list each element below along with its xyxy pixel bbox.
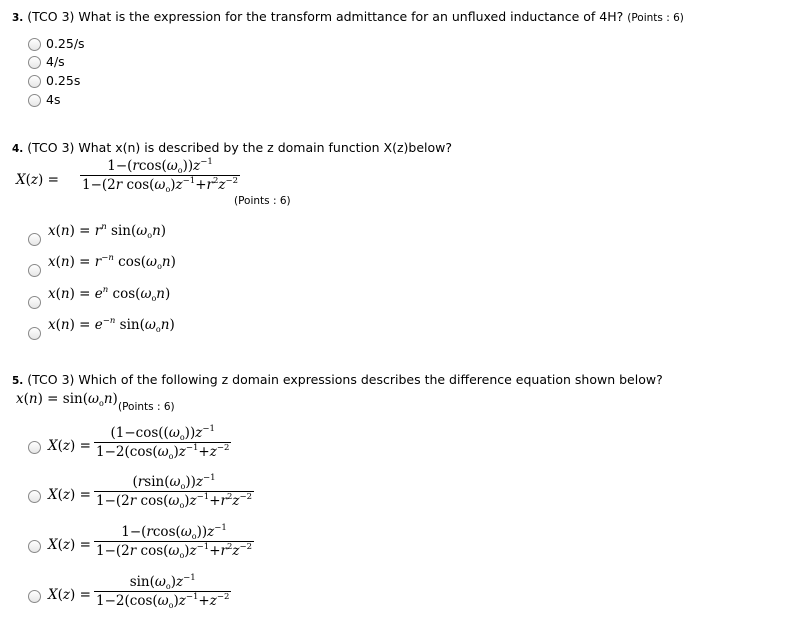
- question-text: (TCO 3) Which of the following z domain expressions describes the difference equation shown below?: [27, 372, 663, 387]
- q3-radio-3[interactable]: [28, 75, 41, 88]
- question-3-header: [12, 9, 684, 24]
- q5-option-3-fraction: $1-(rcos(\omega_o))z^{-1}$ 1−(2r $\cos(\omega_o)z^{-1}+r^2z^{-2}$: [96, 523, 253, 560]
- q5-option-1-lhs: X(z) =: [48, 438, 91, 454]
- question-number: 3.: [12, 12, 24, 24]
- question-number: 5.: [12, 375, 24, 387]
- q4-function-lhs: X(z) =: [16, 172, 59, 188]
- q3-option-2: 4/s: [46, 54, 65, 69]
- q5-option-3-lhs: X(z) =: [48, 537, 91, 553]
- q5-option-4-fraction: $\sin(\omega_o)z^{-1}$ $1-2(\cos(\omega_o)z^{-1}+z^{-2}$: [96, 573, 230, 610]
- q3-option-4: 4s: [46, 92, 61, 107]
- points-label: (Points : 6): [627, 12, 684, 24]
- q5-points-label: (Points : 6): [118, 401, 175, 413]
- q5-radio-3[interactable]: [28, 540, 41, 553]
- q5-equation: $x(n) = \sin(\omega_on)$: [16, 391, 118, 408]
- question-4-header: [12, 140, 452, 155]
- q3-radio-1[interactable]: [28, 38, 41, 51]
- question-text: (TCO 3) What x(n) is described by the z domain function X(z)below?: [27, 140, 453, 155]
- question-5-header: [12, 372, 663, 387]
- q5-radio-4[interactable]: [28, 590, 41, 603]
- q3-radio-2[interactable]: [28, 56, 41, 69]
- q5-option-4-lhs: X(z) =: [48, 587, 91, 603]
- q4-radio-1[interactable]: [28, 233, 41, 246]
- question-text: (TCO 3) What is the expression for the transform admittance for an unfluxed inductance of 4H?: [27, 9, 624, 24]
- q3-option-1: 0.25/s: [46, 36, 85, 51]
- q4-option-2: $x(n) = r^{-n}$ $\cos(\omega_on)$: [48, 253, 176, 271]
- q4-option-3: $x(n) = e^n$ $\cos(\omega_on)$: [48, 285, 171, 303]
- question-number: 4.: [12, 143, 24, 155]
- q4-radio-3[interactable]: [28, 296, 41, 309]
- q4-option-1: $x(n) = r^n$ $\sin(\omega_on)$: [48, 222, 167, 240]
- q5-option-2-lhs: X(z) =: [48, 487, 91, 503]
- q3-radio-4[interactable]: [28, 94, 41, 107]
- q5-radio-2[interactable]: [28, 490, 41, 503]
- q3-option-3: 0.25s: [46, 73, 81, 88]
- q5-option-2-fraction: $(rsin(\omega_o))z^{-1}$ 1−(2r $\cos(\omega_o)z^{-1}+r^2z^{-2}$: [96, 473, 253, 510]
- q5-option-1-fraction: ($1-\cos((\omega_o))z^{-1}$ $1-2(\cos(\omega_o)z^{-1}+z^{-2}$: [96, 424, 230, 461]
- q4-points-label: (Points : 6): [234, 195, 291, 207]
- q4-function-fraction: $1-(rcos(\omega_o))z^{-1}$ 1−(2r $\cos(\omega_o)z^{-1}+r^2z^{-2}$: [82, 157, 239, 194]
- q4-radio-2[interactable]: [28, 264, 41, 277]
- q4-radio-4[interactable]: [28, 327, 41, 340]
- q4-option-4: $x(n) = e^{-n}$ $\sin(\omega_on)$: [48, 316, 175, 334]
- q5-radio-1[interactable]: [28, 441, 41, 454]
